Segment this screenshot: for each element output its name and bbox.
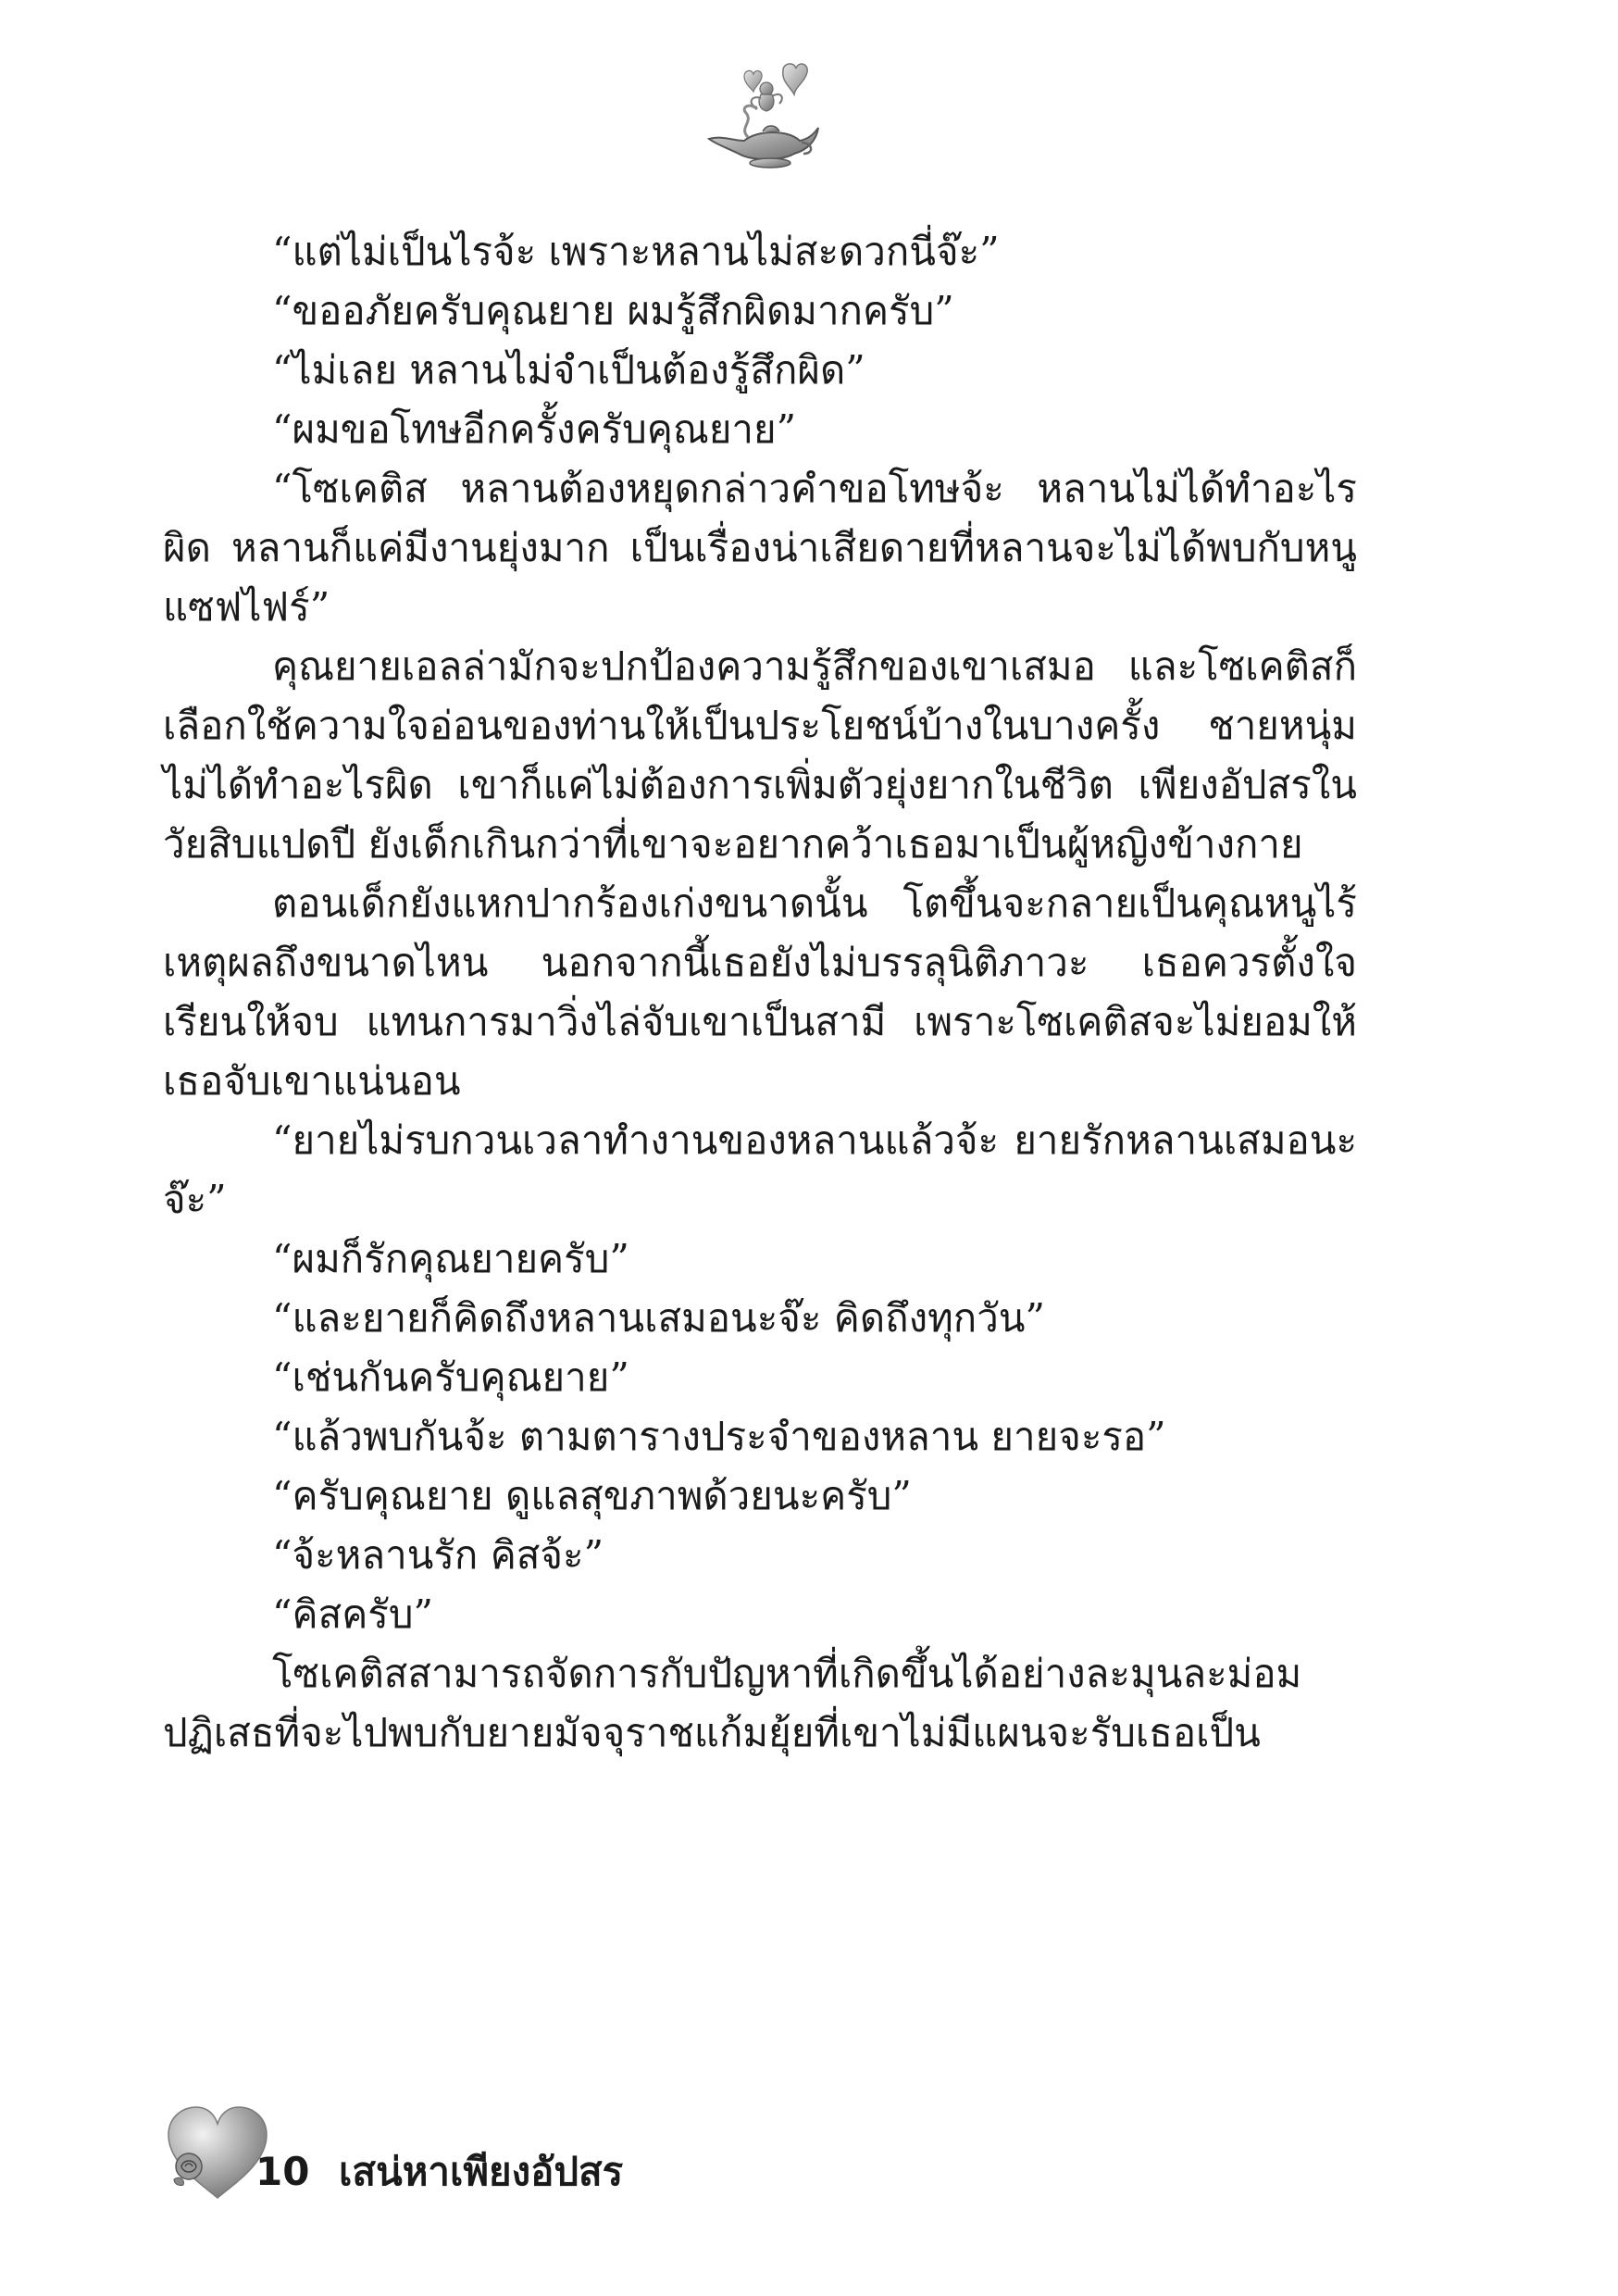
- paragraph: “ไม่เลย หลานไม่จำเป็นต้องรู้สึกผิด”: [272, 347, 865, 393]
- paragraph: “ขออภัยครับคุณยาย ผมรู้สึกผิดมากครับ”: [272, 288, 954, 333]
- paragraph: “ผมขอโทษอีกครั้งครับคุณยาย”: [272, 406, 797, 452]
- magic-lamp-cupid-icon: [692, 57, 822, 173]
- paragraph: “ครับคุณยาย ดูแลสุขภาพด้วยนะครับ”: [272, 1473, 912, 1518]
- paragraph: “จ้ะหลานรัก คิสจ้ะ”: [272, 1532, 604, 1578]
- paragraph: “แล้วพบกันจ้ะ ตามตารางประจำของหลาน ยายจะรอ”: [272, 1414, 1166, 1459]
- paragraph: “โซเคติส หลานต้องหยุดกล่าวคำขอโทษจ้ะ หลานไม่ได้ทำอะไรผิด หลานก็แค่มีงานยุ่งมาก เป็นเรื่องน่าเสียดายที่หลานจะไม่ได้พบกับหนูแซฟไฟร์”: [163, 466, 1357, 630]
- paragraph: “คิสครับ”: [272, 1591, 433, 1637]
- paragraph: โซเคติสสามารถจัดการกับปัญหาที่เกิดขึ้นได้อย่างละมุนละม่อม ปฏิเสธที่จะไปพบกับยายมัจจุราชแก้มยุ้ยที่เขาไม่มีแผนจะรับเธอเป็น: [163, 1651, 1302, 1755]
- paragraph: ตอนเด็กยังแหกปากร้องเก่งขนาดนั้น โตขึ้นจะกลายเป็นคุณหนูไร้เหตุผลถึงขนาดไหน นอกจากนี้เธอยังไม่บรรลุนิติภาวะ เธอควรตั้งใจเรียนให้จบ แทนการมาวิ่งไล่จับเขาเป็นสามี เพราะโซเคติสจะไม่ยอมให้เธอจับเขาแน่นอน: [163, 880, 1357, 1104]
- paragraph: “ผมก็รักคุณยายครับ”: [272, 1236, 629, 1281]
- body-text: [163, 222, 1357, 1763]
- page-number: 10: [255, 2149, 310, 2194]
- paragraph: “ยายไม่รบกวนเวลาทำงานของหลานแล้วจ้ะ ยายรักหลานเสมอนะจ๊ะ”: [163, 1117, 1357, 1222]
- paragraph: “แต่ไม่เป็นไรจ้ะ เพราะหลานไม่สะดวกนี่จ๊ะ”: [272, 229, 1000, 274]
- book-title: เสน่หาเพียงอัปสร: [339, 2149, 624, 2194]
- paragraph: คุณยายเอลล่ามักจะปกป้องความรู้สึกของเขาเสมอ และโซเคติสก็เลือกใช้ความใจอ่อนของท่านให้เป็นประโยชน์บ้างในบางครั้ง ชายหนุ่มไม่ได้ทำอะไรผิด เขาก็แค่ไม่ต้องการเพิ่มตัวยุ่งยากในชีวิต เพียงอัปสรในวัยสิบแปดปี ยังเด็กเกินกว่าที่เขาจะอยากคว้าเธอมาเป็นผู้หญิงข้างกาย: [163, 643, 1357, 867]
- paragraph: “และยายก็คิดถึงหลานเสมอนะจ๊ะ คิดถึงทุกวัน”: [272, 1295, 1045, 1341]
- page-footer: [163, 2102, 996, 2213]
- paragraph: “เช่นกันครับคุณยาย”: [272, 1354, 629, 1400]
